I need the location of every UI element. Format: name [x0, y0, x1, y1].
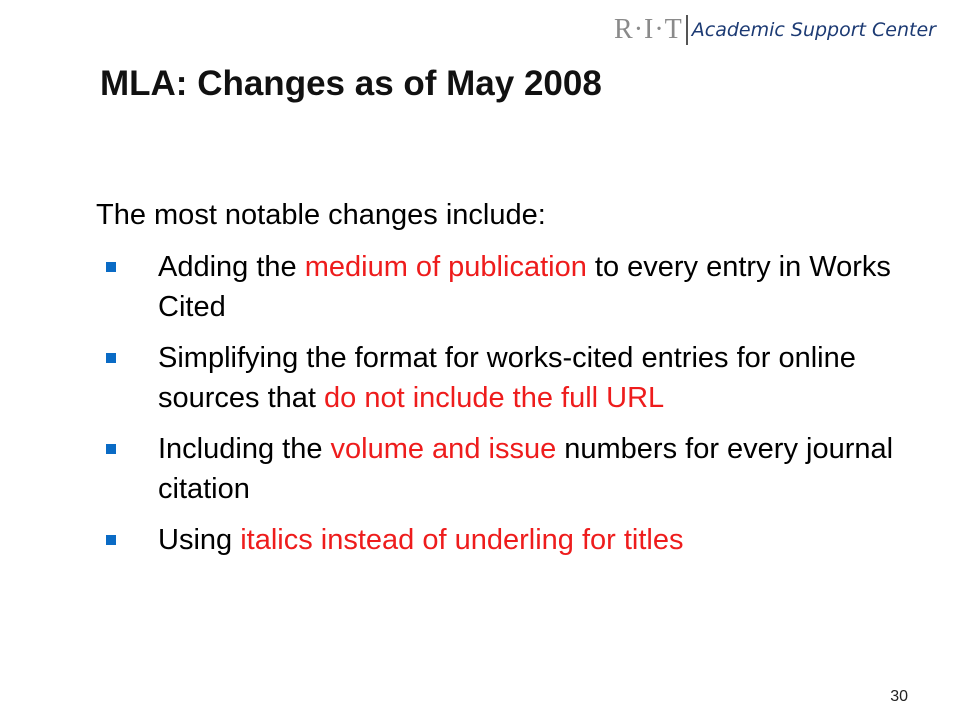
- bullet-list: [96, 247, 896, 571]
- rit-logo-mark: R·I·T: [614, 14, 683, 45]
- square-bullet-icon: [106, 353, 116, 363]
- bullet-text-before: Using: [158, 524, 241, 556]
- bullet-text-after: to every entry in Works Cited: [158, 251, 891, 323]
- bullet-highlight: italics instead of underling for titles: [240, 524, 684, 556]
- bullet-text: [158, 429, 896, 509]
- bullet-item-italics: [96, 520, 896, 560]
- bullet-item-medium: [96, 247, 896, 327]
- page-number: 30: [890, 688, 908, 705]
- bullet-text-before: Simplifying the format for works-cited entries for online sources that: [158, 342, 856, 414]
- bullet-highlight: do not include the full URL: [324, 382, 665, 414]
- bullet-text-after: numbers for every journal citation: [158, 433, 894, 505]
- bullet-text-before: Adding the: [158, 251, 305, 283]
- bullet-text-before: Including the: [158, 433, 331, 465]
- bullet-item-volume-issue: [96, 429, 896, 509]
- bullet-text: [158, 247, 896, 327]
- intro-text: The most notable changes include:: [96, 199, 546, 231]
- square-bullet-icon: [106, 262, 116, 272]
- logo-name: Academic Support Center: [691, 19, 936, 41]
- bullet-item-online-sources: [96, 338, 896, 418]
- logo-divider: [686, 15, 688, 45]
- rit-logo: [614, 14, 936, 46]
- bullet-text: [158, 520, 896, 560]
- bullet-highlight: volume and issue: [330, 433, 557, 465]
- square-bullet-icon: [106, 535, 116, 545]
- square-bullet-icon: [106, 444, 116, 454]
- bullet-text: [158, 338, 896, 418]
- slide-title: MLA: Changes as of May 2008: [100, 64, 602, 103]
- bullet-highlight: medium of publication: [304, 251, 587, 283]
